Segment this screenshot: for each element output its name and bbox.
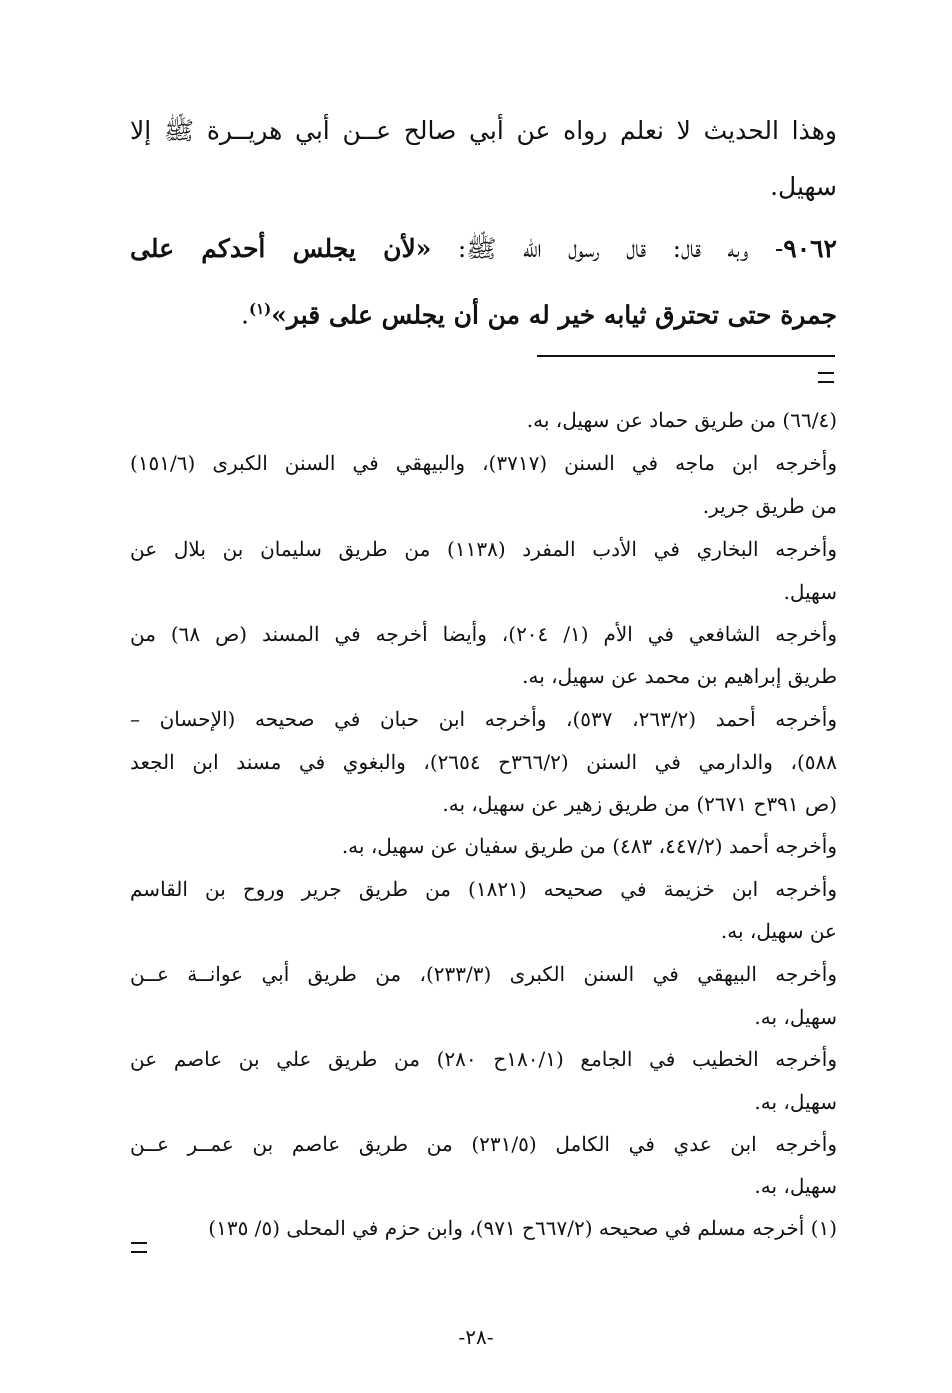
footnote-line: وأخرجه ابن ماجه في السنن (٣٧١٧)، والبيهقي في السنن الكبرى (١٥١/٦) xyxy=(130,451,837,475)
footnote-1 xyxy=(208,1214,837,1242)
footnote-line: سهيل، به. xyxy=(754,1174,837,1198)
hadith-intro: - وبه قال: قال رسول الله ﷺ: xyxy=(457,234,784,263)
footnote-line: عن سهيل، به. xyxy=(720,919,837,943)
footnote-line: وأخرجه أحمد (٢٦٣/٢، ٥٣٧)، وأخرجه ابن حبان في صحيحه (الإحسان – xyxy=(130,707,837,731)
continuation-mark xyxy=(818,372,834,383)
footnote-reference: (١) xyxy=(249,300,272,318)
footnote-line: من طريق جرير. xyxy=(702,494,837,518)
hadith-end-period: . xyxy=(241,300,249,330)
footnote-line: سهيل، به. xyxy=(754,1005,837,1029)
hadith-line-1 xyxy=(130,232,837,266)
footnote-line: وأخرجه ابن عدي في الكامل (٢٣١/٥) من طريق عاصم بن عمــر عــن xyxy=(130,1132,837,1156)
footnote-marker: (١) xyxy=(810,1216,837,1240)
body-line-2: سهيل. xyxy=(770,172,837,201)
footnote-line: سهيل، به. xyxy=(754,1090,837,1114)
footnote-text: أخرجه مسلم في صحيحه (٦٦٧/٢ح ٩٧١)، وابن حزم في المحلى (٥/ ١٣٥) xyxy=(208,1216,805,1240)
footnote-line: ٥٨٨)، والدارمي في السنن (٣٦٦/٢ح ٢٦٥٤)، والبغوي في مسند ابن الجعد xyxy=(130,750,837,774)
footnote-line: وأخرجه الخطيب في الجامع (١٨٠/١ح ٢٨٠) من طريق علي بن عاصم عن xyxy=(130,1047,837,1071)
continuation-mark-bottom xyxy=(131,1242,147,1253)
footnote-line: وأخرجه البخاري في الأدب المفرد (١١٣٨) من طريق سليمان بن بلال عن xyxy=(130,537,837,561)
footnote-line: وأخرجه الشافعي في الأم (١/ ٢٠٤)، وأيضا أخرجه في المسند (ص ٦٨) من xyxy=(130,622,837,646)
body-line-1: وهذا الحديث لا نعلم رواه عن أبي صالح عــن أبي هريــرة ﷺ إلا xyxy=(130,116,837,145)
footnote-line: سهيل. xyxy=(783,580,837,604)
footnote-separator xyxy=(537,355,835,357)
footnote-line: وأخرجه البيهقي في السنن الكبرى (٢٣٣/٣)، من طريق أبي عوانــة عــن xyxy=(130,962,838,986)
hadith-quote-line-2: جمرة حتى تحترق ثيابه خير له من أن يجلس على قبر» xyxy=(271,300,837,330)
hadith-number: ٩٠٦٢ xyxy=(783,234,837,263)
footnote-line: وأخرجه ابن خزيمة في صحيحه (١٨٢١) من طريق جرير وروح بن القاسم xyxy=(130,877,837,901)
footnote-line: طريق إبراهيم بن محمد عن سهيل، به. xyxy=(522,664,837,688)
hadith-quote-line-1: «لأن يجلس أحدكم على xyxy=(130,234,432,263)
page-number: -٢٨- xyxy=(458,1325,494,1349)
footnote-line: (ص ٣٩١ح ٢٦٧١) من طريق زهير عن سهيل، به. xyxy=(442,792,837,816)
footnote-line: (٦٦/٤) من طريق حماد عن سهيل، به. xyxy=(526,408,837,432)
hadith-line-2 xyxy=(241,292,837,332)
footnote-line: وأخرجه أحمد (٤٤٧/٢، ٤٨٣) من طريق سفيان عن سهيل، به. xyxy=(341,834,837,858)
